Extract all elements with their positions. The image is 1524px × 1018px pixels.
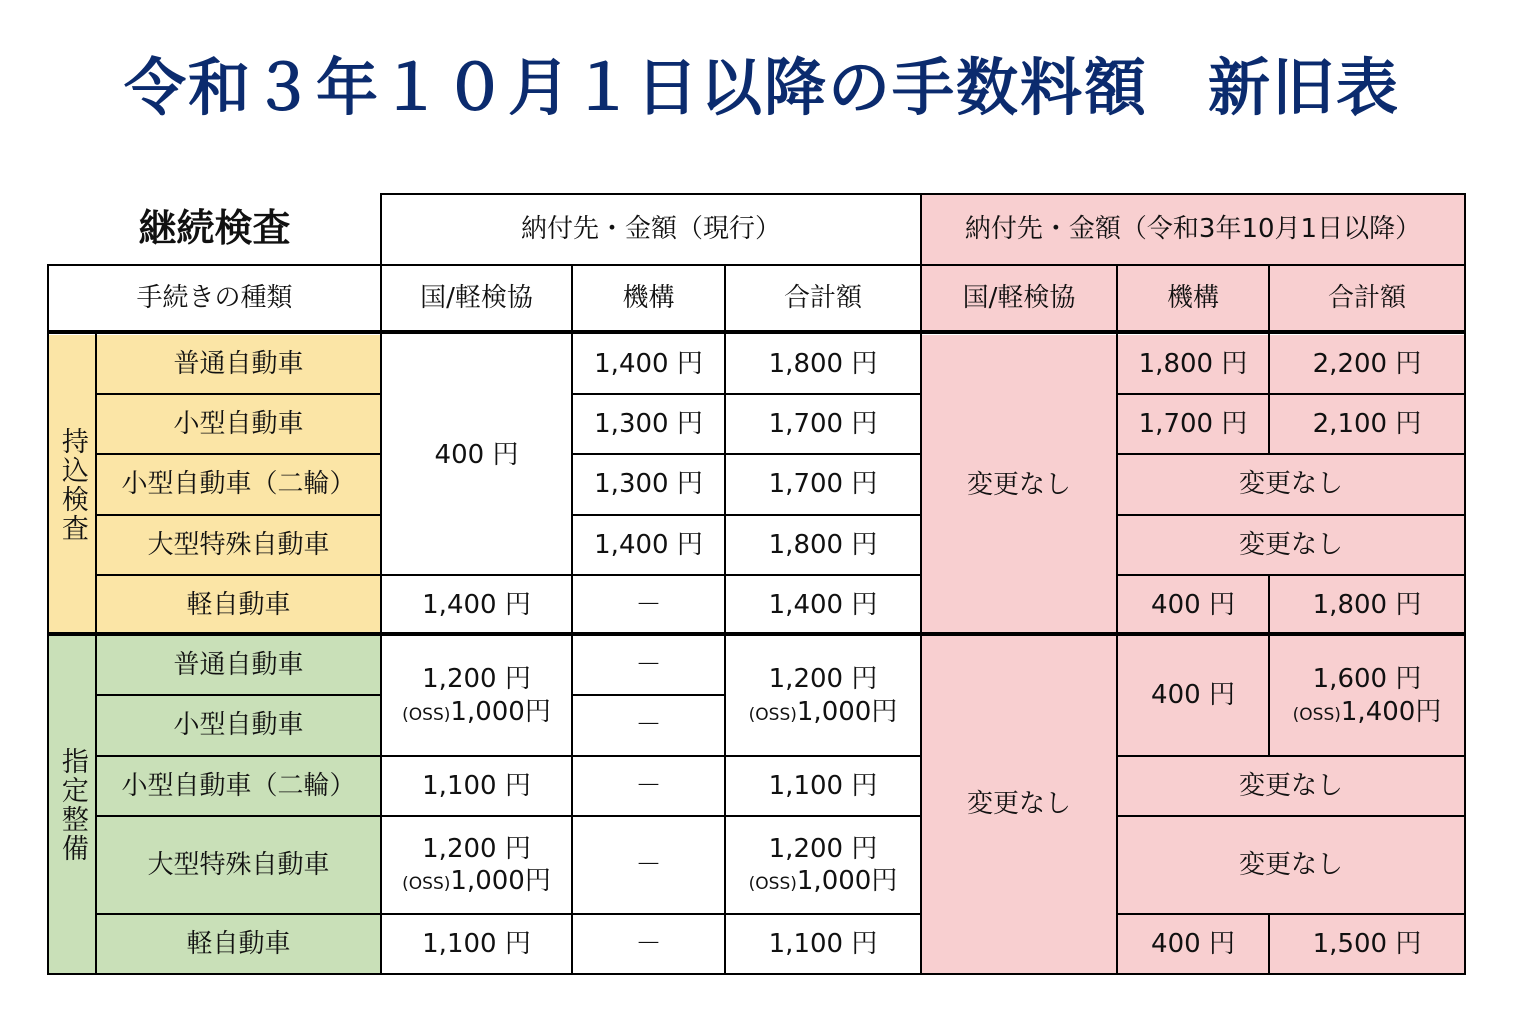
kikou-fee-ogata-tokushu-2: － — [572, 816, 725, 914]
section-label-mochikomi: 持込検査 — [48, 335, 96, 635]
total-fee-kei-2: 1,100 円 — [725, 914, 921, 974]
total-fee-ogata-tokushu: 1,800 円 — [725, 515, 921, 575]
oss-label: (OSS) — [748, 704, 797, 725]
national-fee-kei-2: 1,100 円 — [381, 914, 572, 974]
national-fee-ogata-tokushu-2 — [381, 816, 572, 914]
border-line — [1117, 453, 1465, 455]
total-fee-value: 1,200 円 — [768, 664, 878, 694]
border-line — [1117, 913, 1465, 915]
new-kikou-futsu-kogata: 400 円 — [1117, 635, 1269, 756]
kikou-fee-futsu-2: － — [572, 635, 725, 695]
kikou-fee-kogata-nirin-2: － — [572, 756, 725, 816]
border-line — [48, 973, 1466, 975]
column-header-kikou: 機構 — [572, 265, 725, 332]
total-fee-futsu: 1,800 円 — [725, 335, 921, 394]
border-line — [571, 264, 573, 974]
border-line — [96, 453, 381, 455]
new-fee-ogata-tokushu-no-change-2: 変更なし — [1117, 816, 1465, 914]
column-header-national: 国/軽検協 — [381, 265, 572, 332]
oss-label: (OSS) — [748, 874, 797, 894]
row-label-futsu: 普通自動車 — [96, 335, 381, 394]
oss-label: (OSS) — [402, 874, 451, 894]
kikou-fee-futsu: 1,400 円 — [572, 335, 725, 394]
row-label-kei-2: 軽自動車 — [96, 914, 381, 974]
border-line — [1117, 815, 1465, 817]
border-line — [572, 393, 921, 395]
border-line — [1117, 393, 1465, 395]
border-line — [96, 393, 381, 395]
border-line — [96, 574, 921, 576]
oss-value: 1,000円 — [796, 696, 898, 727]
column-header-type: 手続きの種類 — [48, 265, 381, 332]
new-kikou-futsu: 1,800 円 — [1117, 335, 1269, 394]
new-total-kogata: 2,100 円 — [1269, 394, 1465, 454]
row-label-futsu-2: 普通自動車 — [96, 635, 381, 695]
row-label-kogata: 小型自動車 — [96, 394, 381, 454]
new-national-no-change-2: 変更なし — [921, 635, 1117, 974]
row-label-ogata-tokushu-2: 大型特殊自動車 — [96, 816, 381, 914]
new-fee-ogata-tokushu-no-change: 変更なし — [1117, 515, 1465, 575]
column-header-total: 合計額 — [725, 265, 921, 332]
new-total-kei-2: 1,500 円 — [1269, 914, 1465, 974]
border-line — [48, 632, 1466, 636]
new-total-oss — [1293, 696, 1442, 729]
border-line — [1268, 264, 1270, 454]
oss-label: (OSS) — [1292, 704, 1341, 725]
kikou-fee-ogata-tokushu: 1,400 円 — [572, 515, 725, 575]
new-total-value: 1,600 円 — [1312, 664, 1422, 694]
border-line — [96, 755, 921, 757]
column-header-new-kikou: 機構 — [1117, 265, 1269, 332]
border-line — [1268, 635, 1270, 756]
border-line — [572, 453, 921, 455]
border-line — [96, 694, 381, 696]
new-total-futsu-kogata — [1269, 635, 1465, 756]
total-fee-kogata: 1,700 円 — [725, 394, 921, 454]
total-fee-kogata-nirin: 1,700 円 — [725, 454, 921, 515]
title-suffix: 新旧表 — [1208, 51, 1401, 124]
border-line — [380, 193, 382, 975]
national-fee-value: 1,200 円 — [422, 664, 531, 694]
border-line — [96, 514, 381, 516]
header-current-fees: 納付先・金額（現行） — [381, 193, 921, 265]
border-line — [724, 264, 726, 974]
border-line — [1116, 264, 1118, 974]
national-fee-oss — [402, 865, 551, 898]
national-fee-merged: 400 円 — [381, 335, 572, 575]
header-new-fees: 納付先・金額（令和3年10月1日以降） — [921, 193, 1465, 265]
national-fee-value: 1,200 円 — [422, 833, 531, 864]
new-total-kei: 1,800 円 — [1269, 575, 1465, 635]
total-fee-oss — [749, 696, 898, 729]
section-label-shitei: 指定整備 — [48, 635, 96, 974]
total-fee-value: 1,200 円 — [768, 833, 878, 864]
border-line — [96, 815, 921, 817]
national-fee-kogata-nirin-2: 1,100 円 — [381, 756, 572, 816]
oss-value: 1,000円 — [450, 696, 551, 727]
kikou-fee-kogata-2: － — [572, 695, 725, 756]
national-fee-oss — [402, 696, 551, 729]
national-fee-futsu-kogata — [381, 635, 572, 756]
total-fee-futsu-kogata — [725, 635, 921, 756]
oss-value: 1,000円 — [796, 866, 898, 896]
kikou-fee-kei: － — [572, 575, 725, 635]
total-fee-ogata-tokushu-2 — [725, 816, 921, 914]
border-line — [95, 332, 97, 974]
border-line — [48, 264, 1466, 266]
border-line — [96, 913, 921, 915]
border-line — [48, 330, 1466, 334]
title-main: 令和３年１０月１日以降の手数料額 — [123, 51, 1148, 124]
border-line — [1268, 574, 1270, 635]
kikou-fee-kogata: 1,300 円 — [572, 394, 725, 454]
border-line — [920, 193, 922, 975]
kikou-fee-kei-2: － — [572, 914, 725, 974]
row-label-kei: 軽自動車 — [96, 575, 381, 635]
new-national-kei: 400 円 — [1117, 575, 1269, 635]
border-line — [1464, 193, 1466, 975]
row-label-ogata-tokushu: 大型特殊自動車 — [96, 515, 381, 575]
border-line — [572, 694, 725, 696]
total-fee-kogata-nirin-2: 1,100 円 — [725, 756, 921, 816]
oss-value: 1,400円 — [1340, 696, 1442, 727]
border-line — [381, 193, 1466, 195]
row-label-kogata-2: 小型自動車 — [96, 695, 381, 756]
border-line — [572, 514, 921, 516]
column-header-new-total: 合計額 — [1269, 265, 1465, 332]
new-national-no-change: 変更なし — [921, 335, 1117, 635]
row-label-kogata-nirin-2: 小型自動車（二輪） — [96, 756, 381, 816]
total-fee-oss — [749, 865, 898, 898]
new-fee-kogata-nirin-no-change-2: 変更なし — [1117, 756, 1465, 816]
new-total-futsu: 2,200 円 — [1269, 335, 1465, 394]
oss-label: (OSS) — [402, 704, 451, 725]
new-national-kei-2: 400 円 — [1117, 914, 1269, 974]
border-line — [47, 264, 49, 975]
national-fee-kei: 1,400 円 — [381, 575, 572, 635]
row-label-kogata-nirin: 小型自動車（二輪） — [96, 454, 381, 515]
column-header-new-national: 国/軽検協 — [921, 265, 1117, 332]
kikou-fee-kogata-nirin: 1,300 円 — [572, 454, 725, 515]
new-fee-kogata-nirin-no-change: 変更なし — [1117, 454, 1465, 515]
total-fee-kei: 1,400 円 — [725, 575, 921, 635]
new-kikou-kogata: 1,700 円 — [1117, 394, 1269, 454]
oss-value: 1,000円 — [450, 866, 551, 896]
border-line — [1117, 574, 1465, 576]
border-line — [1117, 755, 1465, 757]
table-caption: 継続検査 — [48, 193, 381, 265]
border-line — [1117, 514, 1465, 516]
border-line — [1268, 913, 1270, 974]
